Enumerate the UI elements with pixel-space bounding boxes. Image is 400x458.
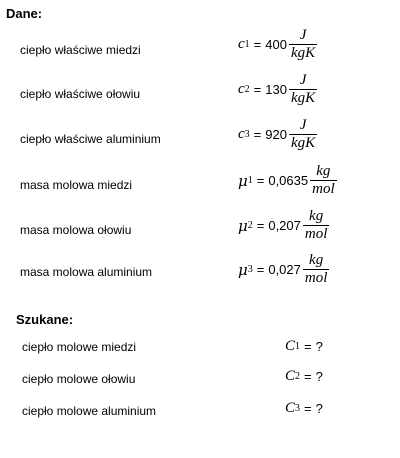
- sought-heading: Szukane:: [16, 312, 74, 327]
- unit-fraction: [289, 72, 317, 107]
- sought-label-molar-heat-copper: ciepło molowe miedzi: [22, 340, 137, 354]
- formula-C3: C 3 = ?: [285, 400, 323, 416]
- value: 400: [265, 37, 287, 52]
- symbol: C: [285, 400, 296, 416]
- symbol: C: [285, 338, 296, 354]
- symbol: μ: [238, 171, 248, 190]
- equals-sign: =: [304, 339, 312, 354]
- value: 0,0635: [268, 173, 309, 188]
- formula-c3: c 3 = 920 $\frac{J}{\text{kgK}}$: [238, 117, 316, 151]
- unit-fraction: [310, 163, 337, 198]
- formula-C1: C 1 = ?: [285, 338, 323, 354]
- unit-numerator: J: [299, 27, 307, 43]
- unknown-value: ?: [315, 339, 323, 354]
- unit-numerator: kg: [309, 208, 324, 224]
- unit-denominator: mol: [304, 226, 328, 242]
- unit-numerator: kg: [316, 163, 331, 179]
- given-label-molar-mass-aluminium: masa molowa aluminium: [20, 265, 153, 279]
- equals-sign: =: [253, 37, 262, 52]
- symbol: c: [238, 36, 245, 52]
- equals-sign: =: [256, 173, 265, 188]
- given-label-specific-heat-copper: ciepło właściwe miedzi: [20, 43, 141, 57]
- sought-label-molar-heat-aluminium: ciepło molowe aluminium: [22, 404, 157, 418]
- symbol: c: [238, 81, 245, 97]
- value: 920: [265, 127, 287, 142]
- unit-numerator: J: [299, 72, 307, 88]
- equals-sign: =: [304, 369, 312, 384]
- unknown-value: ?: [315, 401, 323, 416]
- given-label-molar-mass-copper: masa molowa miedzi: [20, 178, 133, 192]
- value: 0,207: [268, 218, 301, 233]
- symbol: μ: [238, 216, 248, 235]
- equals-sign: =: [253, 82, 262, 97]
- formula-c2: c 2 = 130 $\frac{J}{\text{kgK}}$: [238, 72, 316, 106]
- unit-denominator: kgK: [290, 45, 316, 61]
- equals-sign: =: [256, 262, 265, 277]
- formula-mu2: μ 2 = 0,207 $\frac{kg}{\text{mol}}$: [238, 208, 328, 242]
- unit-fraction: [303, 252, 330, 287]
- symbol: C: [285, 368, 296, 384]
- symbol: c: [238, 126, 245, 142]
- formula-mu1: μ 1 = 0,0635 $\frac{kg}{\text{mol}}$: [238, 163, 335, 197]
- unit-numerator: kg: [309, 252, 324, 268]
- given-label-molar-mass-lead: masa molowa ołowiu: [20, 223, 132, 237]
- symbol: μ: [238, 260, 248, 279]
- unit-fraction: [289, 27, 317, 62]
- given-label-specific-heat-aluminium: ciepło właściwe aluminium: [20, 132, 161, 146]
- given-label-specific-heat-lead: ciepło właściwe ołowiu: [20, 87, 141, 101]
- unit-fraction: [289, 117, 317, 152]
- equals-sign: =: [253, 127, 262, 142]
- unit-denominator: mol: [312, 181, 335, 197]
- unit-denominator: kgK: [290, 90, 316, 106]
- unit-numerator: J: [299, 117, 307, 133]
- formula-mu3: μ 3 = 0,027 $\frac{kg}{\text{mol}}$: [238, 252, 328, 286]
- sought-label-molar-heat-lead: ciepło molowe ołowiu: [22, 372, 136, 386]
- value: 0,027: [268, 262, 301, 277]
- given-heading: Dane:: [6, 6, 43, 21]
- formula-C2: C 2 = ?: [285, 368, 323, 384]
- equals-sign: =: [304, 401, 312, 416]
- formula-c1: c 1 = 400 $\frac{J}{\text{kgK}}$: [238, 27, 316, 61]
- unit-denominator: kgK: [290, 135, 316, 151]
- unknown-value: ?: [315, 369, 323, 384]
- unit-fraction: [303, 208, 330, 243]
- unit-denominator: mol: [304, 270, 328, 286]
- equals-sign: =: [256, 218, 265, 233]
- value: 130: [265, 82, 287, 97]
